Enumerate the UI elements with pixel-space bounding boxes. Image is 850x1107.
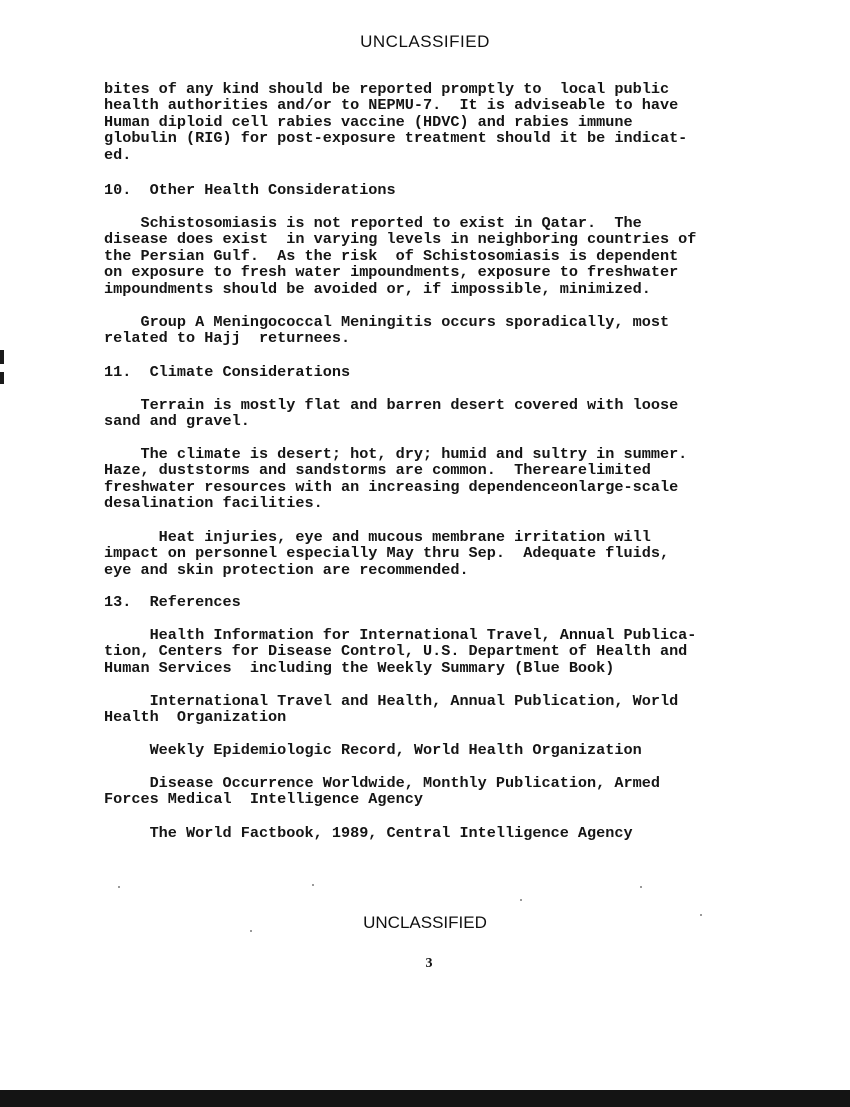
meningitis-paragraph: Group A Meningococcal Meningitis occurs sporadically, most related to Hajj returnees. (104, 313, 670, 348)
section-13-heading: 13. References (104, 593, 241, 611)
reference-international-travel: International Travel and Health, Annual Publication, World Health Organization (104, 692, 679, 727)
top-classification-marking: UNCLASSIFIED (360, 32, 490, 51)
scan-edge-mark (0, 350, 4, 364)
reference-world-factbook: The World Factbook, 1989, Central Intelligence Agency (104, 824, 633, 842)
climate-paragraph: The climate is desert; hot, dry; humid and sultry in summer. Haze, duststorms and sandstorms are common. Therearelimited freshwater resources with an increasing dependenceonlarge-scale desalination facilities. (104, 445, 688, 513)
schistosomiasis-paragraph: Schistosomiasis is not reported to exist in Qatar. The disease does exist in varying levels in neighboring countries of the Persian Gulf. As the risk of Schistosomiasis is dependent on exposure to fresh water impoundments, exposure to freshwater impoundments should be avoided or, if impossible, minimized. (104, 214, 697, 298)
bottom-classification-marking: UNCLASSIFIED (363, 913, 487, 932)
scan-speck (640, 886, 642, 888)
scan-speck (118, 886, 120, 888)
intro-paragraph: bites of any kind should be reported promptly to local public health authorities and/or to NEPMU-7. It is adviseable to have Human diploid cell rabies vaccine (HDVC) and rabies immune globulin (RIG) for post-exposure treatment should it be indicat- ed. (104, 80, 688, 164)
heat-injuries-paragraph: Heat injuries, eye and mucous membrane irritation will impact on personnel especially May thru Sep. Adequate fluids, eye and skin protection are recommended. (104, 528, 670, 579)
terrain-paragraph: Terrain is mostly flat and barren desert covered with loose sand and gravel. (104, 396, 679, 431)
scan-bottom-border (0, 1090, 850, 1107)
reference-weekly-epidemiologic: Weekly Epidemiologic Record, World Health Organization (104, 741, 642, 759)
reference-disease-occurrence: Disease Occurrence Worldwide, Monthly Publication, Armed Forces Medical Intelligence Agency (104, 774, 660, 809)
section-10-heading: 10. Other Health Considerations (104, 181, 396, 199)
reference-health-information: Health Information for International Travel, Annual Publica- tion, Centers for Disease Control, U.S. Department of Health and Human Services including the Weekly Summary (Blue Book) (104, 626, 697, 677)
scan-speck (520, 899, 522, 901)
scan-edge-mark (0, 372, 4, 384)
section-11-heading: 11. Climate Considerations (104, 363, 351, 381)
page-number: 3 (425, 956, 433, 971)
scan-speck (312, 884, 314, 886)
